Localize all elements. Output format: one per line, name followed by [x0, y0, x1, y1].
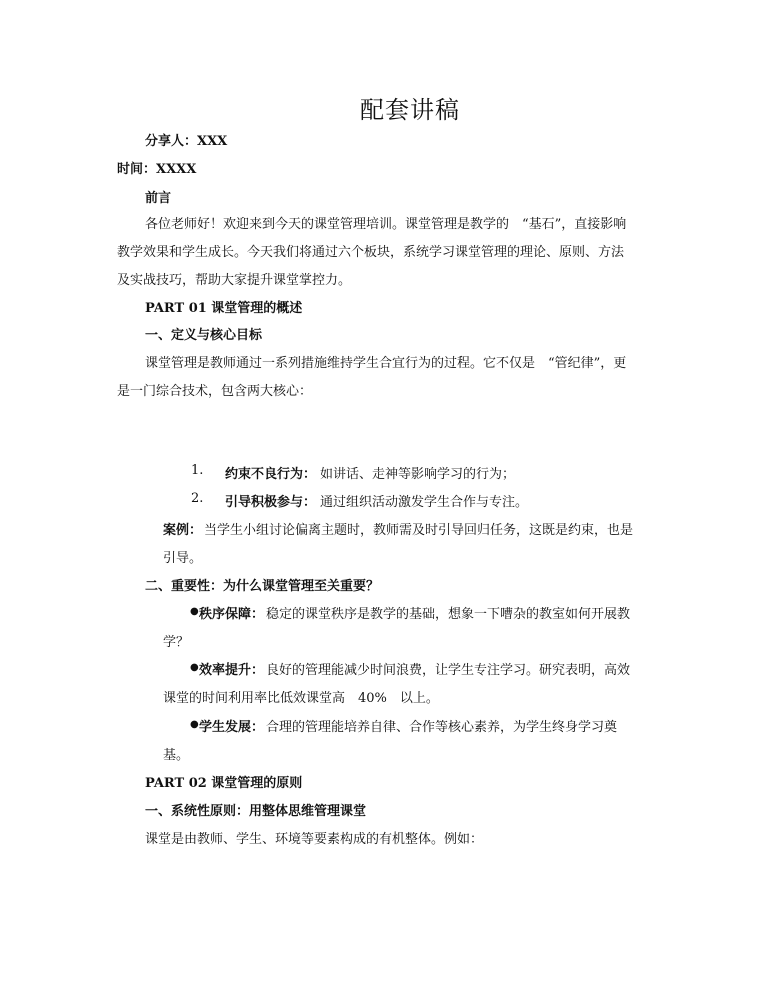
list-text: 通过组织活动激发学生合作与专注。	[320, 495, 529, 510]
bullet-text-line-1: 稳定的课堂秩序是教学的基础，想象一下嘈杂的教室如何开展教	[266, 607, 631, 622]
bullet-icon: ●	[190, 606, 199, 617]
list-number: 2.	[191, 491, 204, 506]
part02-section1-heading: 一、系统性原则：用整体思维管理课堂	[145, 804, 367, 819]
part01-heading: PART 01 课堂管理的概述	[145, 301, 303, 316]
case-line-1: 当学生小组讨论偏离主题时，教师需及时引导回归任务，这既是约束，也是	[204, 523, 634, 538]
part02-section1-line: 课堂是由教师、学生、环境等要素构成的有机整体。例如：	[145, 832, 484, 847]
bullet-icon: ●	[190, 662, 199, 673]
time-line: 时间：XXXX	[117, 162, 197, 177]
bullet-text-line-2: 课堂的时间利用率比低效课堂高 40% 以上。	[163, 691, 439, 706]
bullet-text-line-1: 合理的管理能培养自律、合作等核心素养，为学生终身学习奠	[266, 720, 618, 735]
list-number: 1.	[191, 463, 204, 478]
bullet-label: 效率提升：	[199, 663, 265, 678]
case-line-2: 引导。	[163, 551, 203, 566]
preface-line-1: 各位老师好！欢迎来到今天的课堂管理培训。课堂管理是教学的 “基石”，直接影响	[145, 217, 627, 232]
preface-line-3: 及实战技巧，帮助大家提升课堂掌控力。	[117, 273, 352, 288]
preface-line-2: 教学效果和学生成长。今天我们将通过六个板块，系统学习课堂管理的理论、原则、方法	[117, 245, 625, 260]
bullet-label: 学生发展：	[199, 720, 265, 735]
bullet-text-line-2: 基。	[163, 748, 190, 763]
page-title: 配套讲稿	[360, 96, 460, 124]
part01-section2-heading: 二、重要性：为什么课堂管理至关重要？	[145, 579, 380, 594]
case-label: 案例：	[163, 523, 203, 538]
list-text: 如讲话、走神等影响学习的行为；	[320, 467, 516, 482]
bullet-icon: ●	[190, 719, 199, 730]
bullet-text-line-2: 学？	[163, 635, 190, 650]
part01-section1-heading: 一、定义与核心目标	[145, 328, 263, 343]
list-label: 引导积极参与：	[225, 495, 317, 510]
part01-section1-line-2: 是一门综合技术，包含两大核心：	[117, 384, 313, 399]
bullet-text-line-1: 良好的管理能减少时间浪费，让学生专注学习。研究表明，高效	[266, 663, 631, 678]
sharer-line: 分享人：XXX	[145, 134, 228, 149]
part01-section1-line-1: 课堂管理是教师通过一系列措施维持学生合宜行为的过程。它不仅是 “管纪律”，更	[145, 356, 627, 371]
part02-heading: PART 02 课堂管理的原则	[145, 776, 303, 791]
list-label: 约束不良行为：	[225, 467, 317, 482]
bullet-label: 秩序保障：	[199, 607, 265, 622]
preface-heading: 前言	[145, 191, 172, 206]
